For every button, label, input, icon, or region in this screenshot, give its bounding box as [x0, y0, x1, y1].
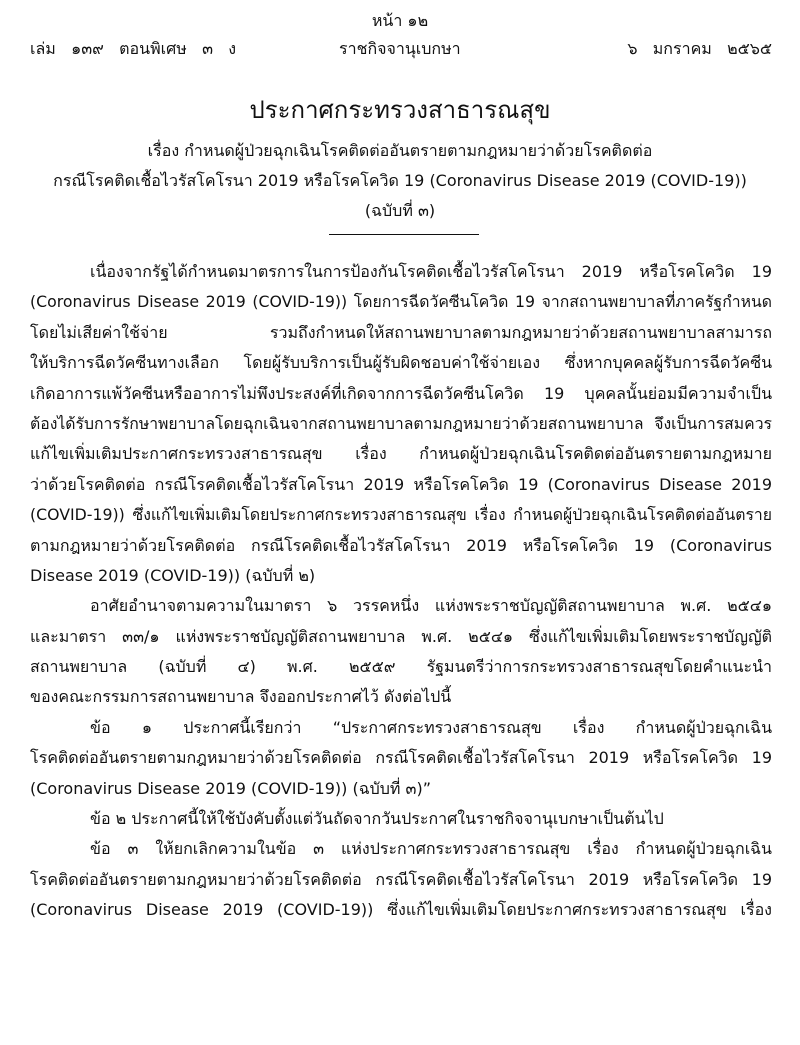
subject-line: เรื่อง กำหนดผู้ป่วยฉุกเฉินโรคติดต่ออันตรายตามกฎหมายว่าด้วยโรคติดต่อ	[147, 141, 653, 160]
subject-line: (ฉบับที่ ๓)	[364, 201, 436, 220]
document-title: ประกาศกระทรวงสาธารณสุข	[249, 96, 551, 124]
paragraph	[30, 713, 772, 804]
paragraph	[30, 834, 772, 925]
paragraph-line: โรคติดต่ออันตรายตามกฎหมายว่าด้วยโรคติดต่อ กรณีโรคติดเชื้อไวรัสโคโรนา 2019 หรือโรคโควิด 19	[30, 869, 772, 889]
paragraph	[30, 804, 772, 834]
paragraph-line: ข้อ ๓ ให้ยกเลิกความในข้อ ๓ แห่งประกาศกระทรวงสาธารณสุข เรื่อง กำหนดผู้ป่วยฉุกเฉิน	[90, 839, 772, 859]
paragraph-line: เกิดอาการแพ้วัคซีนหรืออาการไม่พึงประสงค์ที่เกิดจากการฉีดวัคซีนโควิด 19 บุคคลนั้นย่อมมีความจำเป็น	[30, 383, 772, 403]
paragraph	[30, 591, 772, 713]
paragraph-line: (Coronavirus Disease 2019 (COVID-19)) (ฉบับที่ ๓)”	[30, 778, 432, 798]
document-subject	[0, 136, 800, 226]
paragraph	[30, 257, 772, 591]
paragraph-line: ของคณะกรรมการสถานพยาบาล จึงออกประกาศไว้ ดังต่อไปนี้	[30, 687, 452, 707]
paragraph-line: สถานพยาบาล (ฉบับที่ ๔) พ.ศ. ๒๕๕๙ รัฐมนตรีว่าการกระทรวงสาธารณสุขโดยคำแนะนำ	[30, 657, 772, 677]
paragraph-line: โรคติดต่ออันตรายตามกฎหมายว่าด้วยโรคติดต่อ กรณีโรคติดเชื้อไวรัสโคโรนา 2019 หรือโรคโควิด 19	[30, 748, 772, 768]
paragraph-line: โดยไม่เสียค่าใช้จ่าย รวมถึงกำหนดให้สถานพยาบาลตามกฎหมายว่าด้วยสถานพยาบาลสามารถ	[30, 322, 772, 342]
publication-name: ราชกิจจานุเบกษา	[339, 39, 461, 58]
document-body	[30, 257, 772, 926]
paragraph-line: ให้บริการฉีดวัคซีนทางเลือก โดยผู้รับบริการเป็นผู้รับผิดชอบค่าใช้จ่ายเอง ซึ่งหากบุคคลผู้รับการฉีดวัคซีน	[30, 353, 772, 373]
paragraph-line: ข้อ ๒ ประกาศนี้ให้ใช้บังคับตั้งแต่วันถัดจากวันประกาศในราชกิจจานุเบกษาเป็นต้นไป	[90, 809, 664, 829]
volume-info: เล่ม ๑๓๙ ตอนพิเศษ ๓ ง	[30, 39, 237, 58]
paragraph-line: อาศัยอำนาจตามความในมาตรา ๖ วรรคหนึ่ง แห่งพระราชบัญญัติสถานพยาบาล พ.ศ. ๒๕๔๑	[90, 596, 772, 616]
paragraph-line: (COVID-19)) ซึ่งแก้ไขเพิ่มเติมโดยประกาศกระทรวงสาธารณสุข เรื่อง กำหนดผู้ป่วยฉุกเฉินโรคติดต่ออันตราย	[30, 505, 772, 525]
paragraph-line: แก้ไขเพิ่มเติมประกาศกระทรวงสาธารณสุข เรื่อง กำหนดผู้ป่วยฉุกเฉินโรคติดต่ออันตรายตามกฎหมาย	[30, 444, 772, 464]
paragraph-line: (Coronavirus Disease 2019 (COVID-19)) ซึ่งแก้ไขเพิ่มเติมโดยประกาศกระทรวงสาธารณสุข เรื่อง	[30, 900, 772, 920]
paragraph-line: เนื่องจากรัฐได้กำหนดมาตรการในการป้องกันโรคติดเชื้อไวรัสโคโรนา 2019 หรือโรคโควิด 19	[90, 262, 772, 281]
page-number: หน้า ๑๒	[371, 11, 429, 30]
paragraph-line: ต้องได้รับการรักษาพยาบาลโดยฉุกเฉินจากสถานพยาบาลตามกฎหมายว่าด้วยสถานพยาบาล จึงเป็นการสมควร	[30, 413, 772, 433]
paragraph-line: ว่าด้วยโรคติดต่อ กรณีโรคติดเชื้อไวรัสโคโรนา 2019 หรือโรคโควิด 19 (Coronavirus Disease 2019	[30, 474, 772, 494]
title-divider	[329, 234, 479, 235]
paragraph-line: Disease 2019 (COVID-19)) (ฉบับที่ ๒)	[30, 565, 316, 585]
paragraph-line: ข้อ ๑ ประกาศนี้เรียกว่า “ประกาศกระทรวงสาธารณสุข เรื่อง กำหนดผู้ป่วยฉุกเฉิน	[90, 717, 772, 737]
paragraph-line: (Coronavirus Disease 2019 (COVID-19)) โดยการฉีดวัคซีนโควิด 19 จากสถานพยาบาลที่ภาครัฐกำหนด	[30, 292, 772, 312]
subject-line: กรณีโรคติดเชื้อไวรัสโคโรนา 2019 หรือโรคโควิด 19 (Coronavirus Disease 2019 (COVID-19))	[53, 171, 747, 190]
paragraph-line: และมาตรา ๓๓/๑ แห่งพระราชบัญญัติสถานพยาบาล พ.ศ. ๒๕๔๑ ซึ่งแก้ไขเพิ่มเติมโดยพระราชบัญญัติ	[30, 626, 772, 646]
paragraph-line: ตามกฎหมายว่าด้วยโรคติดต่อ กรณีโรคติดเชื้อไวรัสโคโรนา 2019 หรือโรคโควิด 19 (Coronavirus	[30, 535, 772, 555]
publication-date: ๖ มกราคม ๒๕๖๕	[627, 39, 772, 58]
